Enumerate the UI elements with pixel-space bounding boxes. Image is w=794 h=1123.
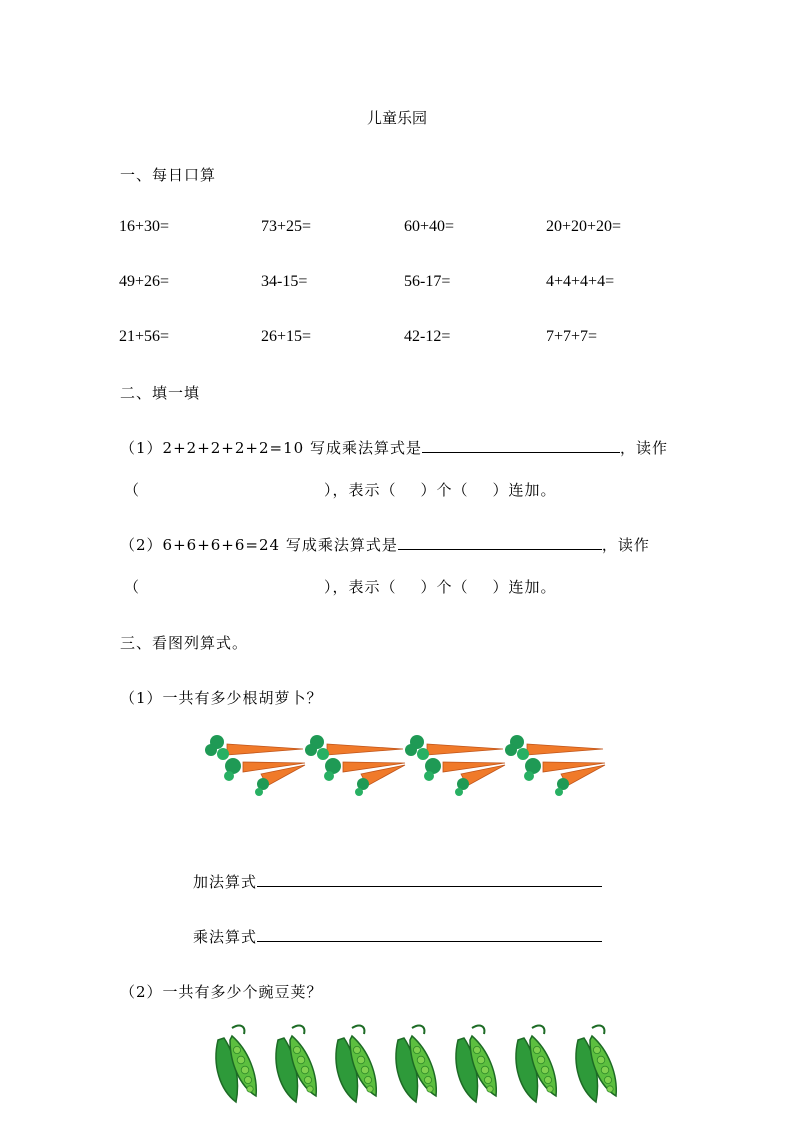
carrot-bunch-icon [205,735,305,796]
fill-q1-end: ）连加。 [492,481,557,499]
fill-q2-end: ）连加。 [492,578,557,596]
fill-q1-open: （ [124,481,141,499]
pea-pod-icon [216,1026,256,1102]
fill-q2-open: （ [124,578,141,596]
calc-problem: 20+20+20= [546,218,622,235]
section1-heading: 一、每日口算 [120,166,217,184]
calc-problem: 7+7+7= [546,328,598,345]
section2-heading: 二、填一填 [120,384,201,402]
fill-q2-close: ），表示（ [324,578,397,596]
pea-pod-icon [456,1026,496,1102]
fill-q1-mid: ）个（ [420,481,469,499]
pea-pod-illustration [210,1020,640,1105]
calc-problem: 16+30= [119,218,170,235]
fill-q1-blank[interactable] [422,438,620,453]
addition-answer-blank[interactable] [257,872,602,887]
calc-problem: 73+25= [261,218,312,235]
pea-pod-icon [516,1026,556,1102]
calc-problem: 26+15= [261,328,312,345]
pea-pod-icon [576,1026,616,1102]
calc-problem: 21+56= [119,328,170,345]
addition-label: 加法算式 [193,873,258,891]
carrot-bunch-icon [305,735,405,796]
fill-q2-blank[interactable] [398,535,602,550]
fill-q1-line2 [124,479,557,500]
multiplication-label: 乘法算式 [193,928,258,946]
multiplication-answer-blank[interactable] [257,927,602,942]
calc-problem: 60+40= [404,218,455,235]
multiplication-line [193,926,602,947]
page-title: 儿童乐园 [366,109,427,127]
fill-q2-line2 [124,576,557,597]
carrot-bunch-icon [405,735,505,796]
fill-q1-line1 [120,437,668,458]
picture-q1-question: （1）一共有多少根胡萝卜？ [120,689,323,707]
calc-problem: 42-12= [404,328,451,345]
carrot-bunch-icon [505,735,605,796]
section3-heading: 三、看图列算式。 [120,634,249,652]
calc-problem: 49+26= [119,273,170,290]
pea-pod-icon [396,1026,436,1102]
fill-q2-read: ，读作 [601,536,650,554]
picture-q2-question: （2）一共有多少个豌豆荚？ [120,983,323,1001]
pea-pod-icon [276,1026,316,1102]
fill-q2-mid: ）个（ [420,578,469,596]
calc-problem: 56-17= [404,273,451,290]
addition-line [193,871,602,892]
calc-problem: 4+4+4+4= [546,273,615,290]
carrot-illustration [205,732,615,802]
fill-q1-read: ，读作 [619,439,668,457]
calc-problem: 34-15= [261,273,308,290]
pea-pod-icon [336,1026,376,1102]
fill-q2-line1 [120,534,650,555]
fill-q2-prefix: （2）6+6+6+6=24 写成乘法算式是 [120,536,398,554]
fill-q1-close: ），表示（ [324,481,397,499]
fill-q1-prefix: （1）2+2+2+2+2=10 写成乘法算式是 [120,439,422,457]
